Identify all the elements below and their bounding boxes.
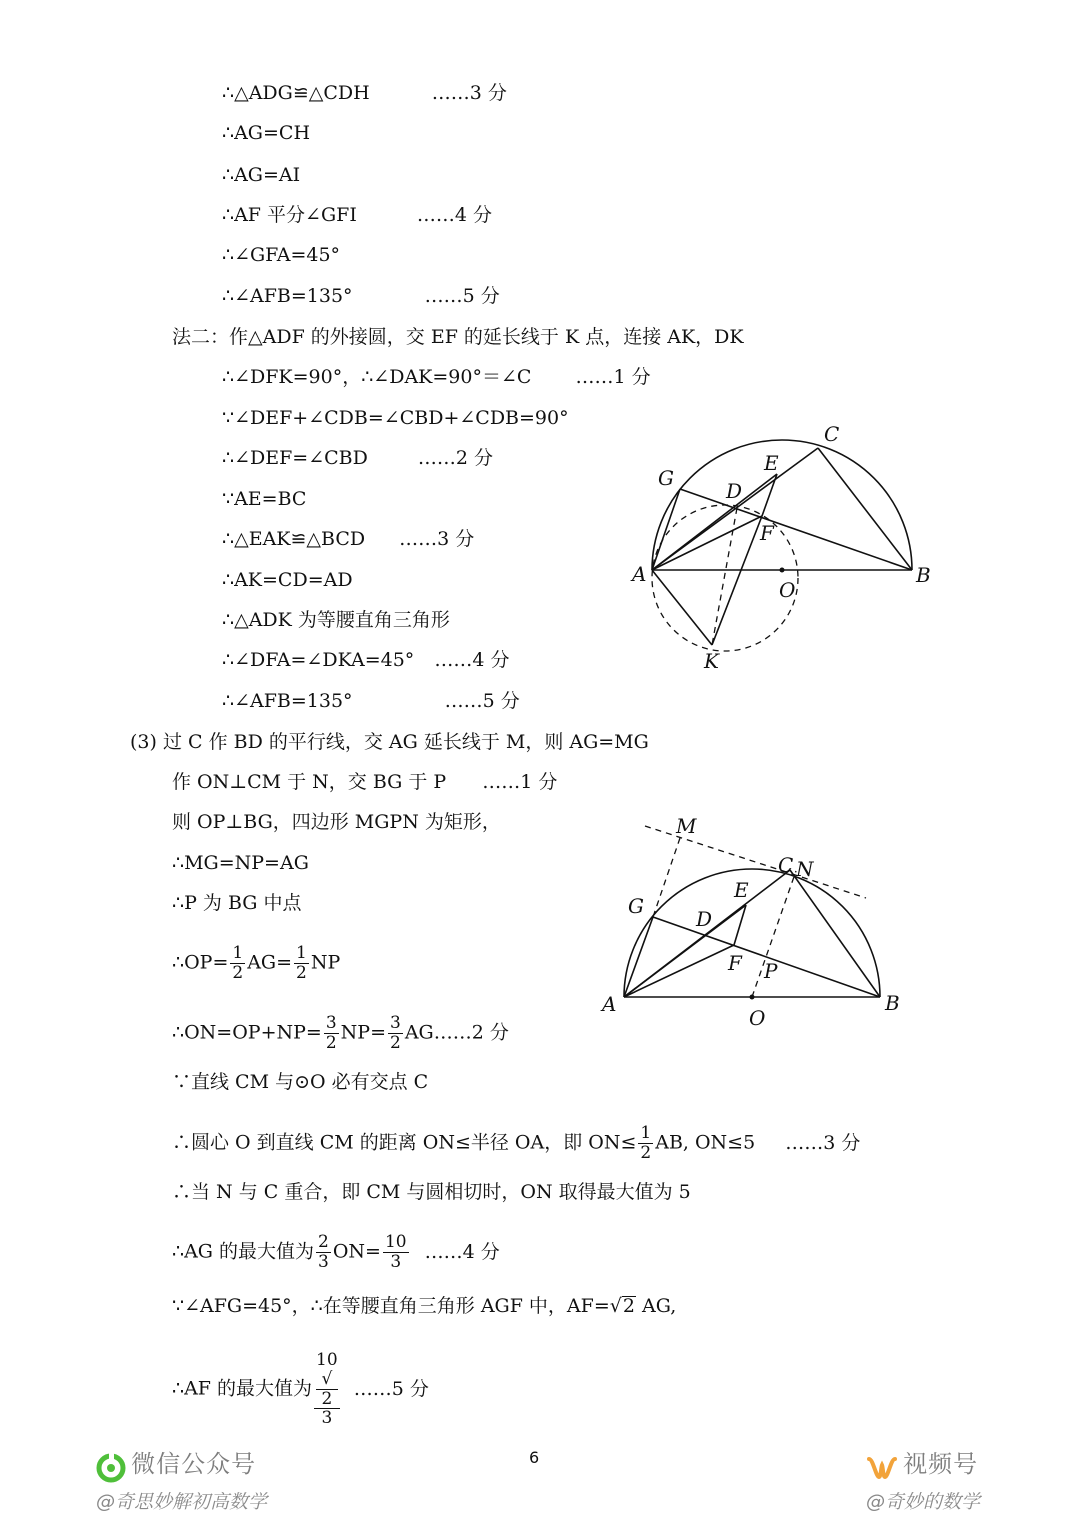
page-number: 6: [529, 1448, 540, 1467]
label-f: F: [728, 951, 742, 975]
equation-distance: ∴圆心 O 到直线 CM 的距离 ON≤半径 OA，即 ON≤ $\frac{1}{2}$ AB, ON≤5 ……3 分: [172, 1123, 861, 1163]
proof-line: ∵AE=BC: [222, 488, 307, 510]
proof-line: ∴∠GFA=45°: [222, 244, 341, 266]
video-channel-logo-icon: [866, 1453, 898, 1483]
label-n: N: [796, 857, 814, 881]
footer-wechat: [96, 1444, 267, 1514]
proof-line: ∴AF 平分∠GFI ……4 分: [222, 204, 492, 226]
proof-line: ∴△EAK≌△BCD ……3 分: [222, 528, 475, 550]
sqrt: 2: [622, 1295, 635, 1317]
proof-line: ∴AG=AI: [222, 164, 301, 186]
label-a: A: [632, 562, 647, 586]
fraction: $\frac{1}{2}$: [640, 1123, 652, 1163]
label-a: A: [602, 992, 617, 1016]
label-d: D: [696, 907, 713, 931]
label-g: G: [628, 894, 644, 918]
semicircle-arc: [624, 869, 880, 997]
method-two-heading: 法二：作△ADF 的外接圆，交 EF 的延长线于 K 点，连接 AK，DK: [172, 326, 744, 348]
proof-line: 作 ON⊥CM 于 N，交 BG 于 P ……1 分: [172, 771, 558, 793]
equation-af-max: ∴AF 的最大值为 10 √ 2 3 ……5 分: [172, 1350, 429, 1428]
footer-right-title: 视频号: [903, 1450, 979, 1478]
circumcircle-adf: [652, 505, 798, 651]
segment-cb: [790, 870, 880, 997]
segment-fk: [712, 516, 762, 645]
proof-line: ∵∠DEF+∠CDB=∠CBD+∠CDB=90°: [222, 407, 569, 429]
segment-mg: [653, 838, 680, 917]
center-o-dot: [780, 568, 785, 573]
label-c: C: [778, 853, 794, 877]
proof-line: ∴AG=CH: [222, 122, 311, 144]
fraction: $\frac{1}{2}$: [296, 943, 307, 983]
proof-line: ∴△ADG≌△CDH ……3 分: [222, 82, 507, 104]
fraction: 10 √ 2 3: [316, 1350, 338, 1428]
equation-afg: ∵∠AFG=45°，∴在等腰直角三角形 AGF 中，AF=√2 AG,: [172, 1295, 677, 1317]
equation-op: ∴OP= $\frac{1}{2}$ AG= $\frac{1}{2}$ NP: [172, 943, 341, 983]
label-b: B: [885, 991, 900, 1015]
label-o: O: [749, 1006, 766, 1030]
proof-line: 则 OP⊥BG，四边形 MGPN 为矩形，: [172, 811, 501, 833]
center-o-dot: [750, 995, 755, 1000]
proof-line: ∴∠DFK=90°，∴∠DAK=90°＝∠C ……1 分: [222, 366, 651, 388]
footer-left-title: 微信公众号: [131, 1450, 257, 1478]
proof-line: ∴△ADK 为等腰直角三角形: [222, 609, 450, 631]
equation-on: ∴ON=OP+NP= $\frac{3}{2}$ NP= $\frac{3}{2}$ AG……2 分: [172, 1013, 509, 1053]
segment-dk: [712, 508, 737, 645]
segment-gb: [653, 917, 880, 997]
label-k: K: [704, 649, 719, 673]
label-o: O: [779, 578, 796, 602]
proof-line: ∴AK=CD=AD: [222, 569, 353, 591]
fraction: $\frac{3}{2}$: [390, 1013, 401, 1053]
proof-line: ∴∠DFA=∠DKA=45° ……4 分: [222, 649, 510, 671]
proof-line: ∴P 为 BG 中点: [172, 892, 302, 914]
label-f: F: [760, 521, 774, 545]
label-b: B: [916, 563, 931, 587]
footer-right-subtitle: @奇妙的数学: [866, 1490, 981, 1513]
footer-video: [866, 1444, 980, 1514]
geometry-figure-1: [620, 420, 940, 680]
proof-line: ∵直线 CM 与⊙O 必有交点 C: [172, 1071, 429, 1093]
wechat-logo-icon: [96, 1453, 126, 1483]
label-d: D: [726, 479, 743, 503]
equation-ag-max: ∴AG 的最大值为 $\frac{2}{3}$ ON= $\frac{10}{3}$ ……4 分: [172, 1232, 500, 1272]
label-c: C: [824, 422, 840, 446]
segment-gb: [680, 489, 912, 570]
fraction: $\frac{2}{3}$: [318, 1232, 329, 1272]
proof-line: ∴当 N 与 C 重合，即 CM 与圆相切时，ON 取得最大值为 5: [172, 1181, 691, 1203]
fraction: $\frac{10}{3}$: [384, 1232, 407, 1272]
label-p: P: [764, 959, 778, 983]
fraction: $\frac{1}{2}$: [232, 943, 244, 983]
label-e: E: [734, 878, 749, 902]
fraction: $\frac{3}{2}$: [325, 1013, 337, 1053]
segment-ak: [652, 570, 712, 645]
proof-line: ∴∠AFB=135° ……5 分: [222, 690, 520, 712]
label-e: E: [764, 451, 779, 475]
part-three-heading: (3) 过 C 作 BD 的平行线，交 AG 延长线于 M，则 AG=MG: [130, 731, 649, 753]
segment-cb: [818, 448, 912, 570]
footer-left-subtitle: @奇思妙解初高数学: [96, 1490, 268, 1513]
geometry-figure-2: [600, 810, 920, 1040]
label-g: G: [658, 466, 674, 490]
proof-line: ∴MG=NP=AG: [172, 852, 309, 874]
label-m: M: [676, 814, 697, 838]
proof-line: ∴∠DEF=∠CBD ……2 分: [222, 447, 494, 469]
proof-line: ∴∠AFB=135° ……5 分: [222, 285, 500, 307]
